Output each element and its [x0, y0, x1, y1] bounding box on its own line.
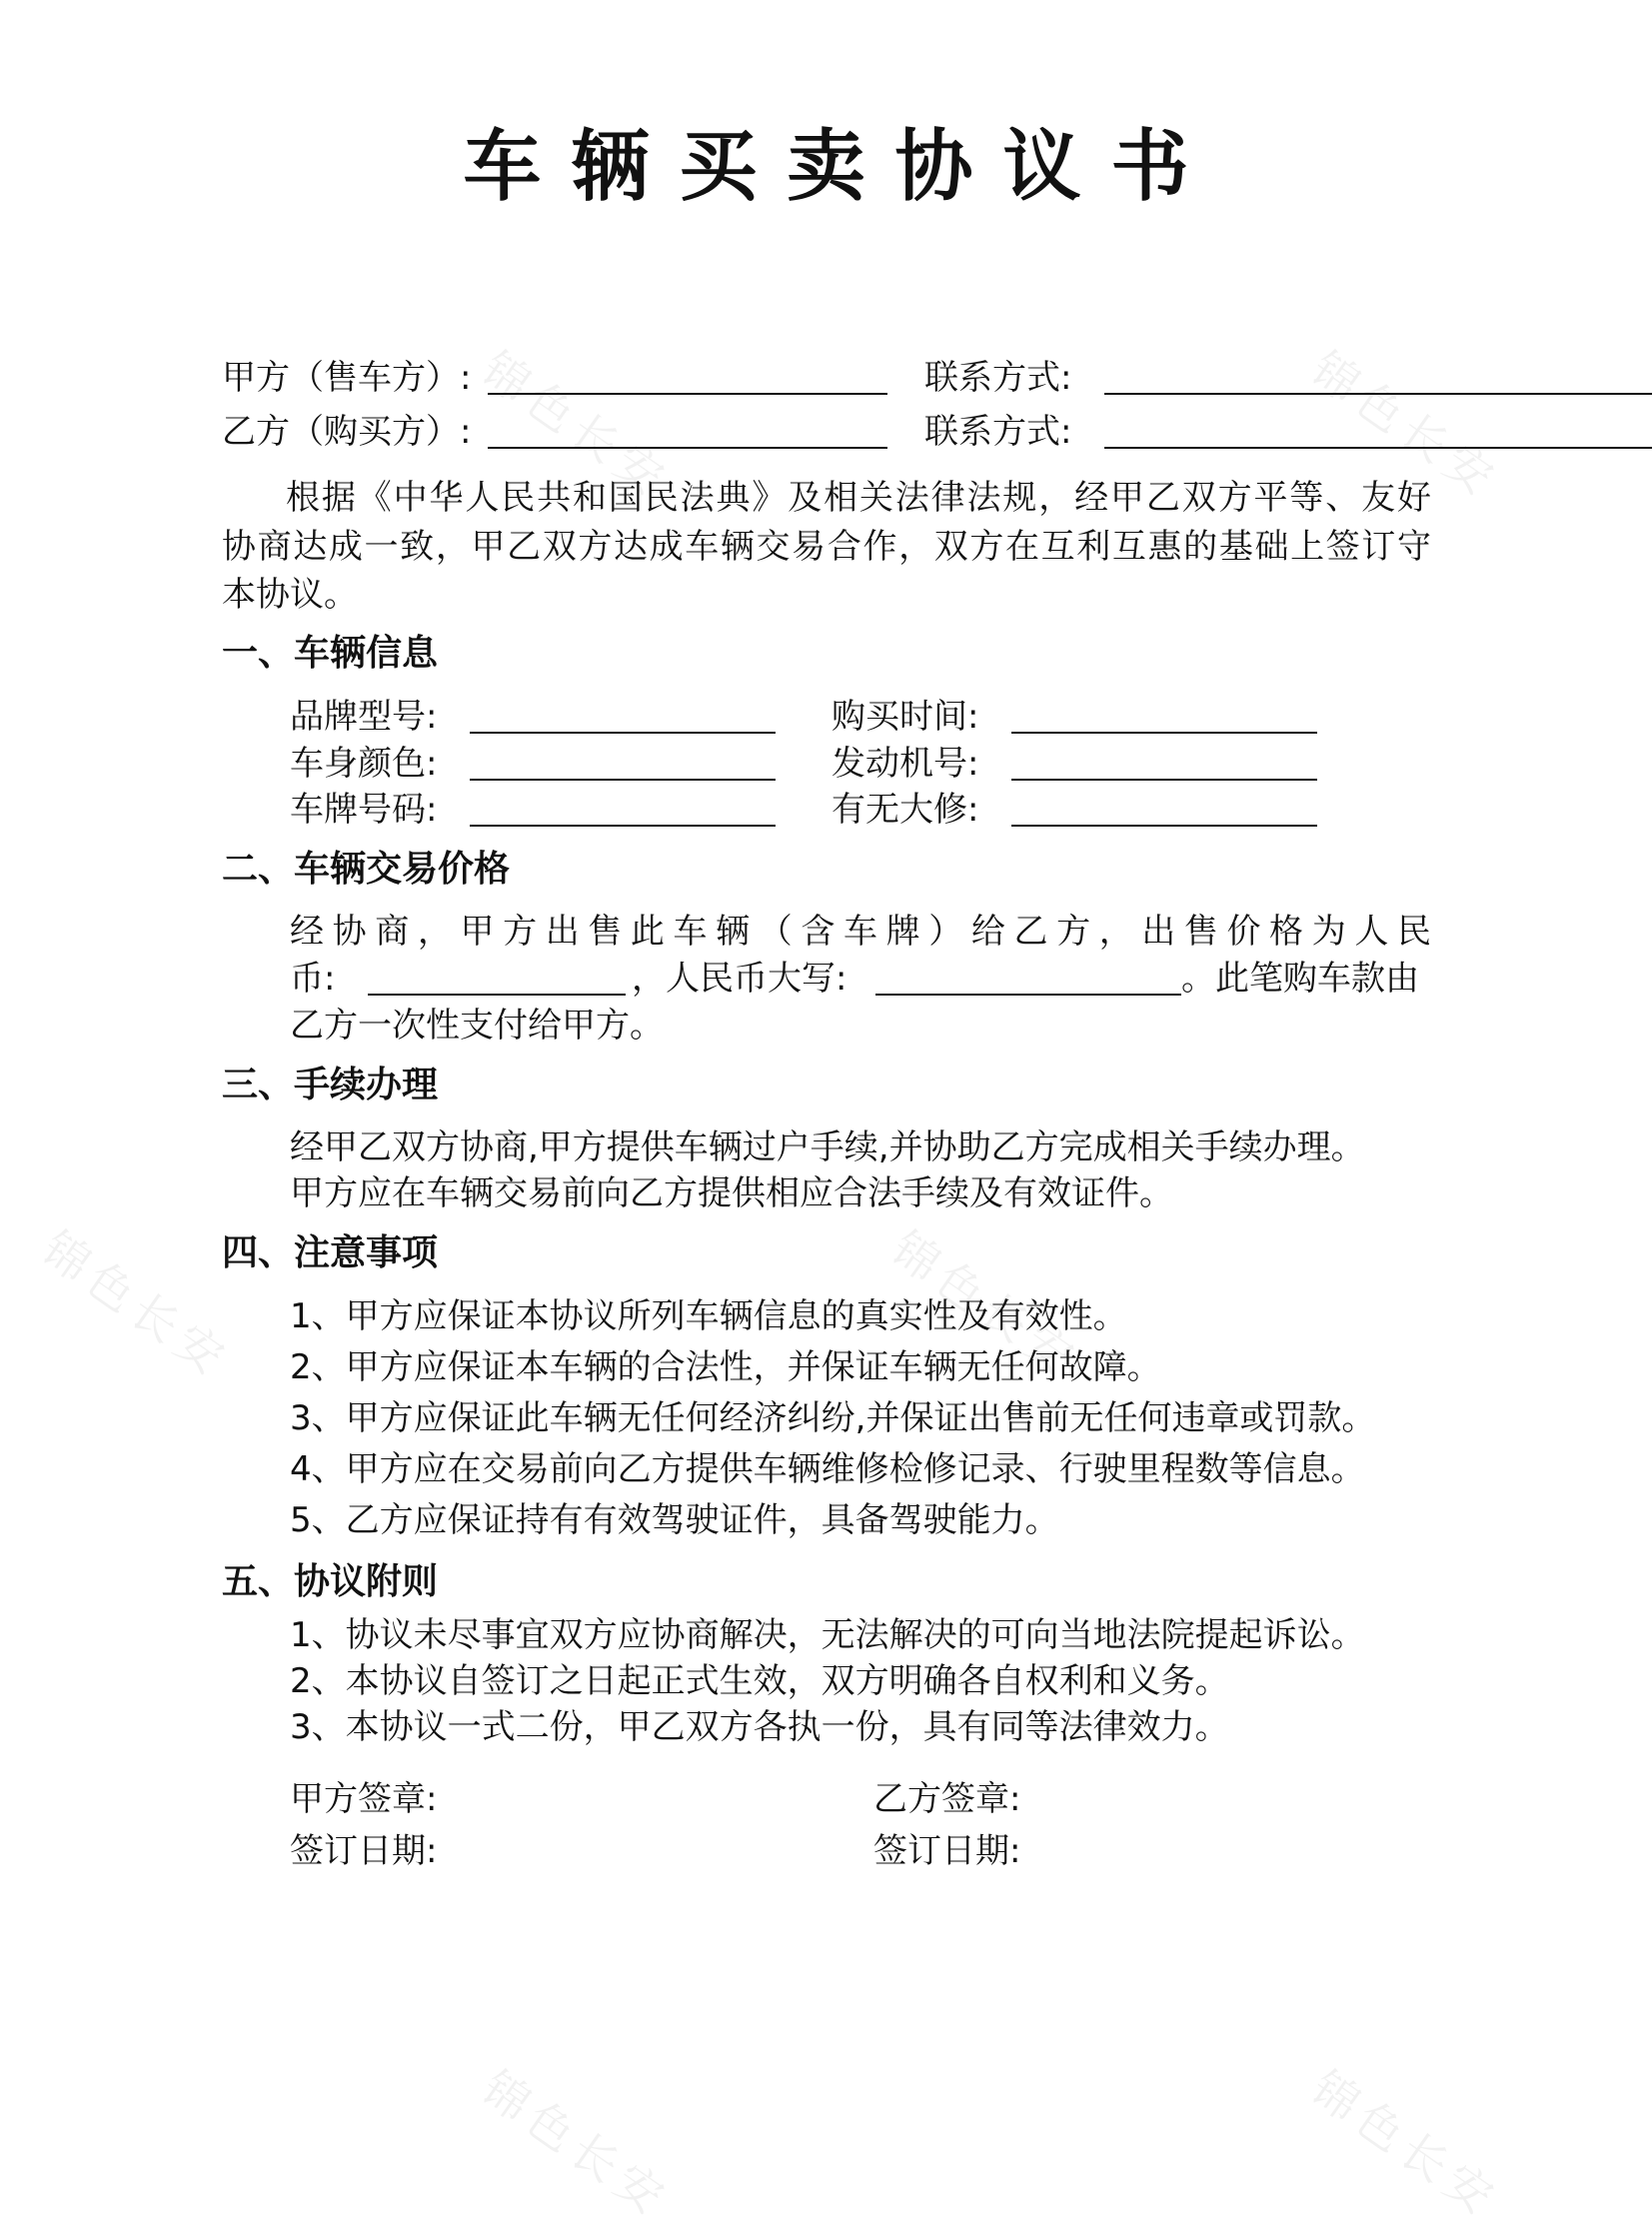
field-plate-number-blank[interactable]	[470, 825, 776, 827]
section-3-heading: 三、手续办理	[222, 1065, 439, 1106]
notice-item: 5、乙方应保证持有有效驾驶证件，具备驾驶能力。	[290, 1500, 1059, 1540]
field-brand-model-blank[interactable]	[470, 732, 776, 734]
field-engine-number-label: 发动机号:	[831, 744, 979, 784]
party-a-date-label: 签订日期:	[290, 1831, 438, 1871]
field-brand-model-label: 品牌型号:	[290, 697, 438, 737]
field-major-repair-blank[interactable]	[1011, 825, 1317, 827]
watermark: 锦色长安	[472, 2060, 681, 2229]
procedure-line-2: 甲方应在车辆交易前向乙方提供相应合法手续及有效证件。	[290, 1173, 1173, 1213]
party-b-contact-blank[interactable]	[1104, 447, 1652, 449]
section-2-heading: 二、车辆交易价格	[222, 849, 511, 890]
party-a-contact-blank[interactable]	[1104, 393, 1652, 395]
field-purchase-date-blank[interactable]	[1011, 732, 1317, 734]
field-purchase-date-label: 购买时间:	[831, 697, 979, 737]
document-title: 车辆买卖协议书	[463, 122, 1219, 212]
watermark: 锦色长安	[472, 341, 681, 510]
clause-item: 1、协议未尽事宜双方应协商解决，无法解决的可向当地法院提起诉讼。	[290, 1615, 1365, 1655]
watermark: 锦色长安	[1301, 341, 1510, 510]
intro-line-2: 协商达成一致，甲乙双方达成车辆交易合作，双方在互利互惠的基础上签订守	[222, 527, 1431, 567]
field-body-color-blank[interactable]	[470, 779, 776, 781]
price-line-2-tail: 。此笔购车款由	[1181, 959, 1419, 999]
party-b-label: 乙方（购买方）:	[222, 412, 472, 452]
party-b-contact-label: 联系方式:	[924, 412, 1072, 452]
notice-item: 1、甲方应保证本协议所列车辆信息的真实性及有效性。	[290, 1296, 1127, 1336]
clause-item: 3、本协议一式二份，甲乙双方各执一份，具有同等法律效力。	[290, 1707, 1229, 1747]
party-b-seal-label: 乙方签章:	[873, 1779, 1021, 1819]
field-body-color-label: 车身颜色:	[290, 744, 438, 784]
field-engine-number-blank[interactable]	[1011, 779, 1317, 781]
party-b-date-label: 签订日期:	[873, 1831, 1021, 1871]
notice-item: 3、甲方应保证此车辆无任何经济纠纷,并保证出售前无任何违章或罚款。	[290, 1398, 1376, 1438]
party-a-label: 甲方（售车方）:	[222, 358, 472, 398]
section-1-heading: 一、车辆信息	[222, 633, 439, 674]
intro-line-1: 根据《中华人民共和国民法典》及相关法律法规，经甲乙双方平等、友好	[286, 478, 1431, 518]
field-plate-number-label: 车牌号码:	[290, 790, 438, 830]
section-5-heading: 五、协议附则	[222, 1561, 439, 1602]
price-line-2-currency-label: 币:	[290, 959, 336, 999]
watermark: 锦色长安	[1301, 2060, 1510, 2229]
price-line-3: 乙方一次性支付给甲方。	[290, 1006, 664, 1046]
section-4-heading: 四、注意事项	[222, 1232, 439, 1273]
watermark: 锦色长安	[881, 1220, 1090, 1389]
intro-line-3: 本协议。	[222, 575, 358, 615]
notice-item: 2、甲方应保证本车辆的合法性，并保证车辆无任何故障。	[290, 1347, 1161, 1387]
watermark: 锦色长安	[32, 1220, 241, 1389]
field-major-repair-label: 有无大修:	[831, 790, 979, 830]
price-line-1: 经协商，甲方出售此车辆（含车牌）给乙方，出售价格为人民	[290, 912, 1431, 952]
party-b-name-blank[interactable]	[488, 447, 887, 449]
party-a-contact-label: 联系方式:	[924, 358, 1072, 398]
party-a-seal-label: 甲方签章:	[290, 1779, 438, 1819]
price-line-2-uppercase-label: ，人民币大写:	[632, 959, 847, 999]
party-a-name-blank[interactable]	[488, 393, 887, 395]
clause-item: 2、本协议自签订之日起正式生效，双方明确各自权利和义务。	[290, 1661, 1229, 1701]
price-amount-blank[interactable]	[368, 994, 626, 996]
procedure-line-1: 经甲乙双方协商,甲方提供车辆过户手续,并协助乙方完成相关手续办理。	[290, 1127, 1365, 1167]
price-uppercase-blank[interactable]	[875, 994, 1181, 996]
notice-item: 4、甲方应在交易前向乙方提供车辆维修检修记录、行驶里程数等信息。	[290, 1449, 1365, 1489]
